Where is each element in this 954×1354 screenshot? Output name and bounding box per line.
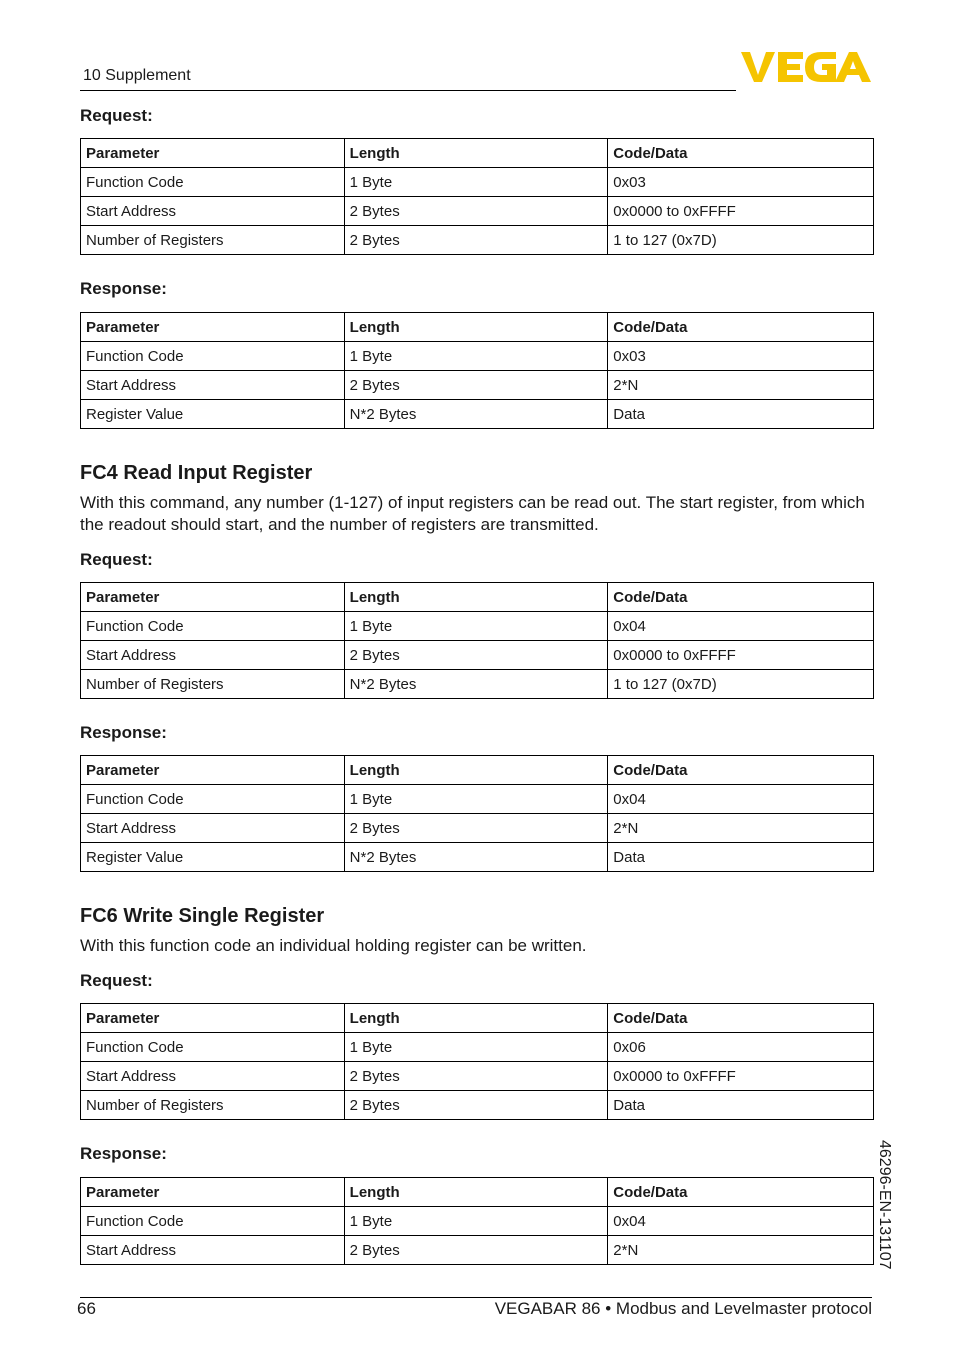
- table-cell: 1 Byte: [344, 785, 608, 814]
- fc3-request-table: [80, 138, 874, 255]
- fc4-response-table: [80, 755, 874, 872]
- table-cell: 0x0000 to 0xFFFF: [608, 197, 874, 226]
- column-header: Length: [344, 1178, 608, 1207]
- column-header: Parameter: [81, 1004, 345, 1033]
- table-cell: 1 Byte: [344, 1207, 608, 1236]
- table-cell: N*2 Bytes: [344, 843, 608, 872]
- table-row: [81, 670, 874, 699]
- table-cell: 2 Bytes: [344, 1236, 608, 1265]
- table-row: [81, 168, 874, 197]
- fc4-description: With this command, any number (1-127) of input registers can be read out. The start register, from which the readout should start, and the number of registers are transmitted.: [80, 493, 865, 534]
- table-cell: 1 Byte: [344, 1033, 608, 1062]
- table-cell: 0x03: [608, 168, 874, 197]
- response-label: Response:: [80, 1144, 167, 1163]
- table-cell: Start Address: [81, 641, 345, 670]
- table-cell: Start Address: [81, 197, 345, 226]
- response-label: Response:: [80, 723, 167, 742]
- table-cell: 2 Bytes: [344, 1091, 608, 1120]
- column-header: Length: [344, 1004, 608, 1033]
- table-header-row: [81, 583, 874, 612]
- column-header: Length: [344, 583, 608, 612]
- table-row: [81, 1236, 874, 1265]
- column-header: Code/Data: [608, 1004, 874, 1033]
- table-cell: 2 Bytes: [344, 371, 608, 400]
- column-header: Code/Data: [608, 313, 874, 342]
- table-cell: Register Value: [81, 843, 345, 872]
- table-cell: Start Address: [81, 1062, 345, 1091]
- table-cell: Data: [608, 1091, 874, 1120]
- vega-logo: [741, 50, 873, 84]
- page-number: 66: [77, 1299, 96, 1318]
- table-cell: Start Address: [81, 1236, 345, 1265]
- table-cell: 2 Bytes: [344, 197, 608, 226]
- table-cell: 1 Byte: [344, 342, 608, 371]
- table-cell: Function Code: [81, 342, 345, 371]
- column-header: Code/Data: [608, 583, 874, 612]
- document-code: 46296-EN-131107: [876, 1140, 893, 1270]
- table-row: [81, 1033, 874, 1062]
- request-label: Request:: [80, 971, 153, 990]
- table-header-row: [81, 1004, 874, 1033]
- table-row: [81, 371, 874, 400]
- table-row: [81, 1207, 874, 1236]
- table-cell: 0x04: [608, 1207, 874, 1236]
- table-cell: 2*N: [608, 1236, 874, 1265]
- table-cell: Start Address: [81, 371, 345, 400]
- table-cell: Start Address: [81, 814, 345, 843]
- fc4-request-table: [80, 582, 874, 699]
- header-rule: [80, 90, 736, 91]
- fc6-description: With this function code an individual holding register can be written.: [80, 936, 587, 955]
- table-header-row: [81, 139, 874, 168]
- fc4-heading: FC4 Read Input Register: [80, 462, 313, 484]
- table-header-row: [81, 756, 874, 785]
- footer-rule: [80, 1297, 872, 1298]
- fc6-response-table: [80, 1177, 874, 1265]
- table-cell: 1 to 127 (0x7D): [608, 670, 874, 699]
- table-row: [81, 814, 874, 843]
- table-cell: 2 Bytes: [344, 814, 608, 843]
- fc6-heading: FC6 Write Single Register: [80, 905, 325, 927]
- table-row: [81, 197, 874, 226]
- table-cell: 0x0000 to 0xFFFF: [608, 1062, 874, 1091]
- table-cell: 2 Bytes: [344, 226, 608, 255]
- column-header: Code/Data: [608, 139, 874, 168]
- table-cell: Data: [608, 400, 874, 429]
- table-cell: Number of Registers: [81, 670, 345, 699]
- table-cell: Function Code: [81, 1033, 345, 1062]
- table-cell: 0x03: [608, 342, 874, 371]
- table-cell: N*2 Bytes: [344, 400, 608, 429]
- table-row: [81, 843, 874, 872]
- table-cell: 0x06: [608, 1033, 874, 1062]
- column-header: Parameter: [81, 583, 345, 612]
- table-row: [81, 400, 874, 429]
- request-label: Request:: [80, 550, 153, 569]
- table-cell: 2*N: [608, 814, 874, 843]
- table-cell: 1 to 127 (0x7D): [608, 226, 874, 255]
- table-header-row: [81, 313, 874, 342]
- table-cell: 1 Byte: [344, 612, 608, 641]
- column-header: Parameter: [81, 139, 345, 168]
- column-header: Parameter: [81, 1178, 345, 1207]
- table-row: [81, 612, 874, 641]
- column-header: Length: [344, 756, 608, 785]
- table-cell: 0x04: [608, 785, 874, 814]
- table-cell: 1 Byte: [344, 168, 608, 197]
- fc3-response-table: [80, 312, 874, 429]
- column-header: Code/Data: [608, 1178, 874, 1207]
- running-head: 10 Supplement: [83, 67, 191, 84]
- table-cell: N*2 Bytes: [344, 670, 608, 699]
- response-label: Response:: [80, 279, 167, 298]
- table-row: [81, 226, 874, 255]
- table-cell: Function Code: [81, 785, 345, 814]
- fc6-request-table: [80, 1003, 874, 1120]
- table-cell: 2 Bytes: [344, 641, 608, 670]
- table-row: [81, 785, 874, 814]
- column-header: Parameter: [81, 313, 345, 342]
- table-header-row: [81, 1178, 874, 1207]
- table-row: [81, 1062, 874, 1091]
- table-cell: 2 Bytes: [344, 1062, 608, 1091]
- table-row: [81, 342, 874, 371]
- table-cell: 0x04: [608, 612, 874, 641]
- column-header: Length: [344, 139, 608, 168]
- column-header: Parameter: [81, 756, 345, 785]
- table-cell: 0x0000 to 0xFFFF: [608, 641, 874, 670]
- table-cell: Function Code: [81, 1207, 345, 1236]
- table-cell: Number of Registers: [81, 1091, 345, 1120]
- column-header: Code/Data: [608, 756, 874, 785]
- table-cell: Data: [608, 843, 874, 872]
- table-row: [81, 641, 874, 670]
- footer-title: VEGABAR 86 • Modbus and Levelmaster protocol: [494, 1299, 872, 1318]
- request-label: Request:: [80, 106, 153, 125]
- table-cell: Number of Registers: [81, 226, 345, 255]
- table-cell: Function Code: [81, 168, 345, 197]
- table-cell: Register Value: [81, 400, 345, 429]
- column-header: Length: [344, 313, 608, 342]
- table-row: [81, 1091, 874, 1120]
- table-cell: 2*N: [608, 371, 874, 400]
- table-cell: Function Code: [81, 612, 345, 641]
